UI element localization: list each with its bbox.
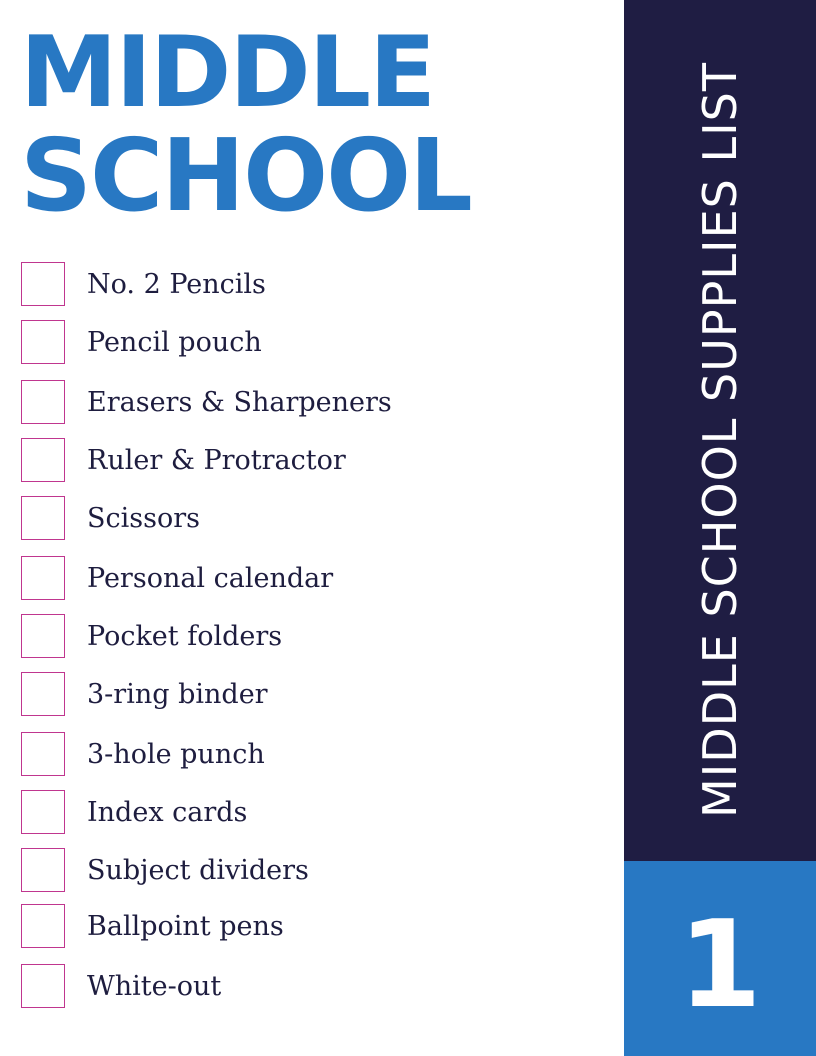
item-label: Scissors: [87, 502, 200, 534]
page-number: 1: [678, 896, 762, 1035]
checklist-item: [21, 904, 284, 948]
checkbox[interactable]: [21, 614, 65, 658]
checklist-item: [21, 262, 266, 306]
checkbox[interactable]: [21, 732, 65, 776]
sidebar: [624, 0, 816, 1056]
item-label: Erasers & Sharpeners: [87, 386, 392, 418]
checkbox[interactable]: [21, 672, 65, 716]
item-label: Pencil pouch: [87, 326, 262, 358]
checklist-item: [21, 496, 200, 540]
item-label: No. 2 Pencils: [87, 268, 266, 300]
checkbox[interactable]: [21, 964, 65, 1008]
checkbox[interactable]: [21, 380, 65, 424]
checkbox[interactable]: [21, 556, 65, 600]
checkbox[interactable]: [21, 438, 65, 482]
checklist-item: [21, 672, 268, 716]
item-label: Pocket folders: [87, 620, 283, 652]
item-label: Subject dividers: [87, 854, 309, 886]
item-label: White-out: [87, 970, 222, 1002]
sidebar-number-panel: [624, 861, 816, 1056]
checklist-item: [21, 732, 265, 776]
checklist-item: [21, 848, 309, 892]
sidebar-title-panel: [624, 0, 816, 861]
checkbox[interactable]: [21, 790, 65, 834]
checkbox[interactable]: [21, 320, 65, 364]
item-label: Ruler & Protractor: [87, 444, 346, 476]
checkbox[interactable]: [21, 904, 65, 948]
item-label: Index cards: [87, 796, 248, 828]
checklist-item: [21, 964, 221, 1008]
item-label: Personal calendar: [87, 562, 334, 594]
checklist-item: [21, 320, 262, 364]
vertical-title: MIDDLE SCHOOL SUPPLIES LIST: [693, 62, 747, 818]
item-label: Ballpoint pens: [87, 910, 284, 942]
checkbox[interactable]: [21, 848, 65, 892]
supplies-checklist: [21, 0, 601, 1056]
title-line-1: MIDDLE: [20, 16, 435, 130]
checkbox[interactable]: [21, 262, 65, 306]
checklist-item: [21, 380, 392, 424]
checklist-item: [21, 438, 346, 482]
checklist-item: [21, 614, 282, 658]
checklist-item: [21, 556, 333, 600]
checkbox[interactable]: [21, 496, 65, 540]
checklist-item: [21, 790, 247, 834]
item-label: 3-ring binder: [87, 678, 268, 710]
item-label: 3-hole punch: [87, 738, 265, 770]
title-line-2: SCHOOL: [20, 117, 471, 234]
